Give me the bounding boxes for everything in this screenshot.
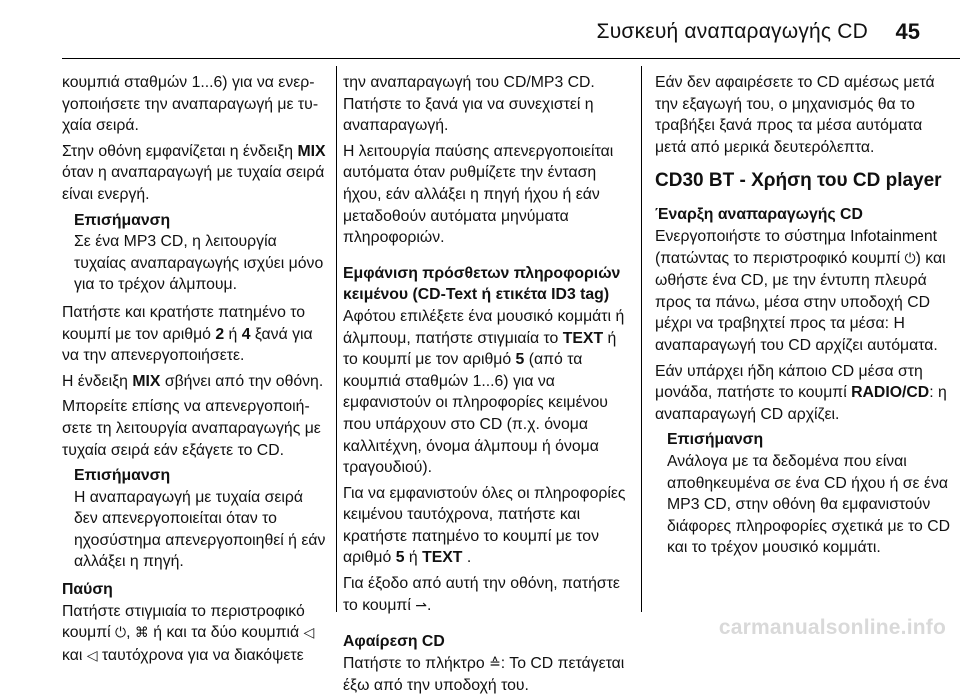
paragraph [62,141,330,206]
mute-icon: ⌘ [134,625,149,642]
mix-label: MIX [132,372,161,390]
text: σβήνει από την οθόνη. [160,372,324,390]
text: Εάν υπάρχει ήδη κάποιο CD μέσα στη μονάδα, πατήστε το κουμπί [655,362,923,402]
column-3 [655,72,951,617]
paragraph: την αναπαραγωγή του CD/MP3 CD. Πατήστε το ξανά για να συνεχιστεί η αναπαραγωγή. [343,74,595,135]
column-2 [343,72,627,695]
text: ή [224,325,242,343]
column-1 [62,72,330,664]
section-heading-cd-text: Εμφάνιση πρόσθετων πληροφοριών κειμένου (CD-Text ή ετικέτα ID3 tag) [343,264,621,304]
paragraph: Εάν δεν αφαιρέσετε το CD αμέσως μετά την εξαγωγή του, ο μηχανισμός θα το τραβήξει ξανά προς τα μέσα αυτόματα μετά από μερικά δευτερόλεπτα. [655,74,935,156]
eject-icon: ≙ [489,655,501,672]
paragraph: κουμπιά σταθμών 1...6) για να ενεργοποιήσετε την αναπαραγωγή με τυχαία σειρά. [62,74,319,135]
paragraph [343,306,627,479]
section-heading-pause: Παύση [62,581,113,599]
text: ) και ωθήστε ένα CD, με την έντυπη πλευρά προς τα πάνω, μέσα στην υποδοχή CD μέχρι να τραβηχτεί προς τα μέσα: Η αναπαραγωγή του CD αρχίζει αυτόματα. [655,249,946,354]
paragraph [343,653,627,697]
button-number: 5 [515,351,525,369]
note-title: Επισήμανση [667,431,764,449]
page-title: Συσκευή αναπαραγωγής CD [596,20,868,43]
text: . [426,596,432,614]
paragraph [62,371,330,393]
note [74,210,330,296]
note-text: Σε ένα MP3 CD, η λειτουργία τυχαίας αναπαραγωγής ισχύει μόνο για το τρέχον άλμπουμ. [74,233,324,294]
text: Αφότου επιλέξετε ένα μουσικό κομμάτι ή άλμπουμ, πατήστε στιγμιαία το [343,307,625,347]
paragraph [343,483,627,569]
mix-label: MIX [297,142,326,160]
power-icon: ⏻ [904,250,916,267]
section-heading-start-cd: Έναρξη αναπαραγωγής CD [655,206,863,224]
button-number: 4 [241,325,251,343]
column-divider [641,66,642,612]
text: Πατήστε και κρατήστε πατημένο το κουμπί με τον αριθμό [62,303,306,343]
page-header [0,0,960,62]
column-divider [336,66,337,612]
text: και [62,646,87,664]
back-icon: ⇀ [415,597,427,614]
text: ξανά για να την απενεργοποιήσετε. [62,325,313,365]
text: ταυτόχρονα για να διακόψετε [97,646,304,664]
button-number: 2 [215,325,225,343]
paragraph [343,573,627,617]
note-text: Ανάλογα με τα δεδομένα που είναι αποθηκευμένα σε ένα CD ήχου ή σε ένα MP3 CD, στην οθόνη θα εμφανιστούν διάφορες πληροφορίες σχετικά με το CD και το τρέχον μουσικό κομμάτι. [667,452,951,557]
text: (από τα κουμπιά σταθμών 1...6) για να εμφανιστούν οι πληροφορίες κειμένου που υπάρχουν στο CD (π.χ. όνομα καλλιτέχνη, όνομα άλμπουμ ή όνομα τραγουδιού). [343,351,608,477]
page-number: 45 [895,19,920,44]
paragraph [655,226,951,357]
note-title: Επισήμανση [74,467,171,485]
text: Ενεργοποιήστε το σύστημα Infotainment (πατώντας το περιστροφικό κουμπί [655,227,938,267]
text: ή το κουμπί με τον αριθμό [343,329,617,369]
section-heading-remove-cd: Αφαίρεση CD [343,633,445,651]
paragraph: Η λειτουργία παύσης απενεργοποιείται αυτόματα όταν ρυθμίζετε την ένταση ήχου, εάν αλλάξει η πηγή ήχου ή εάν μεταδοθούν αυτόματα μηνύματα πληροφοριών. [343,142,614,247]
text: Για έξοδο από αυτή την οθόνη, πατήστε το κουμπί [343,575,620,614]
button-number: 5 [395,549,405,567]
text: όταν η αναπαραγωγή με τυχαία σειρά είναι ενεργή. [62,164,325,203]
text: : η αναπαραγωγή CD αρχίζει. [655,384,947,423]
text: Πατήστε στιγμιαία το περιστροφικό κουμπί [62,602,305,642]
text-button-label: TEXT [422,549,463,567]
note-title: Επισήμανση [74,211,171,229]
text: Για να εμφανιστούν όλες οι πληροφορίες κειμένου ταυτόχρονα, πατήστε και κρατήστε πατημένο το κουμπί με τον αριθμό [343,484,626,567]
text-button-label: TEXT [562,329,604,347]
paragraph: Μπορείτε επίσης να απενεργοποιήσετε τη λειτουργία αναπαραγωγής με τυχαία σειρά εάν εξάγετε το CD. [62,398,321,459]
text: Πατήστε το πλήκτρο [343,654,490,672]
text: : Το CD πετάγεται έξω από την υποδοχή του. [343,654,625,695]
note [667,429,951,559]
radio-cd-label: RADIO/CD [851,384,930,402]
paragraph [62,302,330,367]
power-icon: ⏻ [115,625,127,642]
note-text: Η αναπαραγωγή με τυχαία σειρά δεν απενεργοποιείται όταν το ηχοσύστημα απενεργοποιηθεί ή εάν αλλάξει η πηγή. [74,488,326,571]
section-title-cd30: CD30 BT - Χρήση του CD player [655,170,942,192]
text: ή και τα δύο κουμπιά [148,624,304,642]
text: Στην οθόνη εμφανίζεται η ένδειξη [62,142,298,160]
watermark: carmanualsonline.info [718,616,946,639]
paragraph [655,361,951,426]
text: . [462,549,472,567]
volume-down-icon: ◁ [86,647,98,664]
volume-up-icon: ◁ [303,625,315,642]
text: ή [404,549,423,567]
paragraph: Πατήστε στιγμιαία το περιστροφικό κουμπί ⏻, ⌘ ή και τα δύο κουμπιά ◁ και ◁ ταυτόχρονα για να διακόψετε [62,602,315,664]
text: Η ένδειξη [62,372,133,390]
note [74,465,330,573]
header-rule [62,58,960,59]
